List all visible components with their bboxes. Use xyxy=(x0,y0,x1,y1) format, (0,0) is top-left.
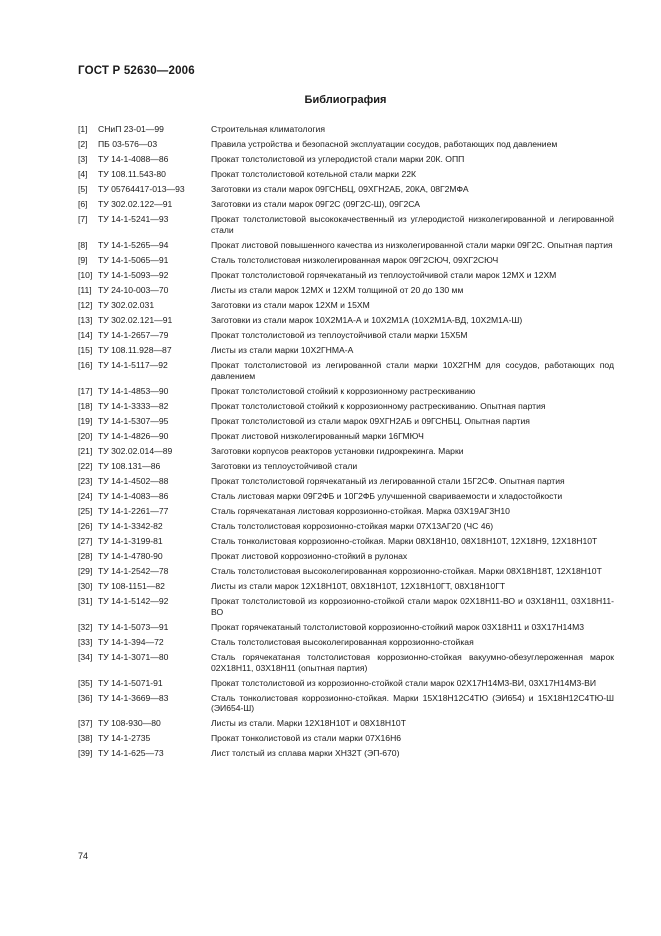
section-title: Библиография xyxy=(304,94,387,106)
entry-code: ТУ 14-1-5241—93 xyxy=(98,214,169,225)
entry-reference xyxy=(78,330,211,341)
entry-number: [3] xyxy=(78,154,88,165)
bibliography-entry xyxy=(78,476,614,487)
entry-code: ТУ 302.02.122—91 xyxy=(98,199,173,210)
entry-number: [1] xyxy=(78,124,88,134)
entry-number: [23] xyxy=(78,476,93,487)
entry-code: СНиП 23-01—99 xyxy=(98,124,164,134)
bibliography-entry xyxy=(78,154,614,165)
entry-number: [13] xyxy=(78,315,93,326)
entry-reference xyxy=(78,536,211,547)
entry-code: ТУ 302.02.031 xyxy=(98,300,155,311)
entry-reference xyxy=(78,596,211,607)
bibliography-entry xyxy=(78,596,614,617)
entry-code: ТУ 24-10-003—70 xyxy=(98,284,169,295)
entry-reference xyxy=(78,124,211,135)
entry-reference xyxy=(78,270,211,281)
entry-title: Листы из стали марок 12Х18Н10Т, 08Х18Н10Т, 12Х18Н10ГТ, 08Х18Н10ГТ xyxy=(211,581,506,592)
entry-code: ТУ 108.11.928—87 xyxy=(98,345,172,356)
entry-code: ТУ 14-1-2735 xyxy=(98,733,151,744)
bibliography-entry xyxy=(78,718,614,729)
entry-title: Сталь толстолистовая низколегированная марок 09Г2СЮЧ, 09ХГ2СЮЧ xyxy=(211,254,499,265)
entry-number: [9] xyxy=(78,254,88,265)
entry-number: [26] xyxy=(78,521,93,532)
entry-number: [16] xyxy=(78,360,93,371)
entry-code: ТУ 14-1-5142—92 xyxy=(98,596,169,607)
entry-code: ТУ 302.02.121—91 xyxy=(98,315,173,326)
entry-reference xyxy=(78,214,211,225)
entry-reference xyxy=(78,199,211,210)
entry-title: Заготовки из стали марок 09ГСНБЦ, 09ХГН2АБ, 20КА, 08Г2МФА xyxy=(211,184,469,195)
entry-title: Прокат листовой коррозионно-стойкий в рулонах xyxy=(211,551,408,562)
bibliography-entry xyxy=(78,506,614,517)
entry-number: [2] xyxy=(78,139,88,150)
entry-reference xyxy=(78,678,211,689)
bibliography-entry xyxy=(78,461,614,472)
entry-reference xyxy=(78,718,211,729)
entry-number: [39] xyxy=(78,748,93,759)
bibliography-entry xyxy=(78,431,614,442)
bibliography-entry xyxy=(78,270,614,281)
entry-code: ТУ 14-1-3333—82 xyxy=(98,400,169,411)
bibliography-entry xyxy=(78,401,614,412)
entry-title: Листы из стали марок 12МХ и 12ХМ толщиной от 20 до 130 мм xyxy=(211,284,464,295)
entry-code: ТУ 14-1-4826—90 xyxy=(98,430,169,441)
entry-reference xyxy=(78,551,211,562)
entry-reference xyxy=(78,255,211,266)
bibliography-entry xyxy=(78,536,614,547)
entry-number: [28] xyxy=(78,551,93,562)
entry-reference xyxy=(78,240,211,251)
bibliography-entry xyxy=(78,521,614,532)
entry-reference xyxy=(78,652,211,663)
entry-title: Прокат толстолистовой из легированной стали марки 10Х2ГНМ для сосудов, работающих под давлением xyxy=(211,360,614,381)
entry-reference xyxy=(78,285,211,296)
entry-reference xyxy=(78,622,211,633)
entry-code: ТУ 14-1-4502—88 xyxy=(98,476,169,487)
bibliography-entry xyxy=(78,199,614,210)
entry-reference xyxy=(78,431,211,442)
entry-number: [24] xyxy=(78,491,93,502)
entry-code: ТУ 14-1-3342-82 xyxy=(98,521,163,532)
entry-code: ТУ 14-1-4780-90 xyxy=(98,551,163,562)
entry-title: Правила устройства и безопасной эксплуатации сосудов, работающих под давлением xyxy=(211,139,558,150)
entry-title: Прокат толстолистовой стойкий к коррозионному растрескиванию. Опытная партия xyxy=(211,400,546,411)
entry-title: Сталь листовая марки 09Г2ФБ и 10Г2ФБ улучшенной свариваемости и хладостойкости xyxy=(211,491,563,502)
entry-title: Сталь тонколистовая коррозионно-стойкая. Марки 08Х18Н10, 08Х18Н10Т, 12Х18Н9, 12Х18Н10Т xyxy=(211,536,598,547)
entry-title: Заготовки из стали марок 12ХМ и 15ХМ xyxy=(211,300,370,311)
bibliography-entry xyxy=(78,124,614,135)
entry-number: [29] xyxy=(78,566,93,577)
entry-reference xyxy=(78,401,211,412)
entry-number: [36] xyxy=(78,692,93,703)
bibliography-entry xyxy=(78,581,614,592)
bibliography-list xyxy=(78,124,614,763)
bibliography-entry xyxy=(78,285,614,296)
entry-reference xyxy=(78,169,211,180)
entry-title: Прокат толстолистовой горячекатаный из легированной стали 15Г2СФ. Опытная партия xyxy=(211,476,565,487)
bibliography-entry xyxy=(78,693,614,714)
entry-number: [7] xyxy=(78,214,88,225)
entry-number: [33] xyxy=(78,637,93,647)
bibliography-entry xyxy=(78,416,614,427)
entry-title: Сталь горячекатаная толстолистовая коррозионно-стойкая вакуумно-обезуглероженная марок 02Х18Н11, 03Х18Н11 (опытная партия) xyxy=(211,652,614,673)
entry-code: ТУ 14-1-5307—95 xyxy=(98,415,169,426)
entry-code: ТУ 302.02.014—89 xyxy=(98,445,173,456)
entry-reference xyxy=(78,733,211,744)
entry-code: ТУ 14-1-2261—77 xyxy=(98,506,169,517)
bibliography-entry xyxy=(78,240,614,251)
entry-title: Сталь горячекатаная листовая коррозионно-стойкая. Марка 03Х19АГ3Н10 xyxy=(211,506,510,517)
entry-reference xyxy=(78,416,211,427)
entry-number: [32] xyxy=(78,621,93,632)
entry-title: Прокат толстолистовой из теплоустойчивой стали марки 15Х5М xyxy=(211,330,468,341)
page-number: 74 xyxy=(78,851,89,861)
bibliography-entry xyxy=(78,139,614,150)
bibliography-entry xyxy=(78,330,614,341)
entry-title: Прокат толстолистовой котельной стали марки 22К xyxy=(211,169,417,180)
entry-number: [25] xyxy=(78,506,93,517)
entry-reference xyxy=(78,461,211,472)
entry-title: Листы из стали. Марки 12Х18Н10Т и 08Х18Н10Т xyxy=(211,718,406,729)
entry-title: Прокат толстолистовой горячекатаный из теплоустойчивой стали марок 12МХ и 12ХМ xyxy=(211,269,557,280)
entry-reference xyxy=(78,139,211,150)
bibliography-entry xyxy=(78,566,614,577)
entry-reference xyxy=(78,184,211,195)
entry-reference xyxy=(78,506,211,517)
entry-number: [5] xyxy=(78,184,88,195)
entry-number: [17] xyxy=(78,385,93,396)
bibliography-entry xyxy=(78,733,614,744)
entry-title: Заготовки из стали марок 09Г2С (09Г2С-Ш), 09Г2СА xyxy=(211,199,421,210)
entry-title: Прокат листовой повышенного качества из низколегированной стали марки 09Г2С. Опытная партия xyxy=(211,239,613,250)
entry-code: ТУ 14-1-625—73 xyxy=(98,748,164,759)
bibliography-entry xyxy=(78,491,614,502)
entry-number: [6] xyxy=(78,199,88,210)
entry-number: [30] xyxy=(78,581,93,592)
bibliography-entry xyxy=(78,622,614,633)
entry-number: [14] xyxy=(78,330,93,341)
entry-number: [15] xyxy=(78,345,93,356)
entry-code: ТУ 14-1-5093—92 xyxy=(98,269,169,280)
entry-number: [34] xyxy=(78,652,93,663)
entry-number: [12] xyxy=(78,300,93,311)
entry-reference xyxy=(78,154,211,165)
entry-code: ТУ 14-1-5073—91 xyxy=(98,621,169,632)
entry-title: Заготовки из теплоустойчивой стали xyxy=(211,460,358,471)
bibliography-entry xyxy=(78,169,614,180)
entry-reference xyxy=(78,566,211,577)
entry-title: Прокат толстолистовой высококачественный из углеродистой низколегированной и легированной стали xyxy=(211,214,614,235)
entry-code: ТУ 14-1-3199-81 xyxy=(98,536,163,547)
entry-number: [19] xyxy=(78,415,93,426)
entry-code: ПБ 03-576—03 xyxy=(98,139,158,150)
entry-reference xyxy=(78,581,211,592)
entry-number: [21] xyxy=(78,445,93,456)
entry-number: [22] xyxy=(78,460,93,471)
entry-code: ТУ 14-1-5117—92 xyxy=(98,360,168,371)
entry-reference xyxy=(78,315,211,326)
entry-title: Прокат толстолистовой из стали марок 09ХГН2АБ и 09ГСНБЦ. Опытная партия xyxy=(211,415,530,426)
bibliography-entry xyxy=(78,255,614,266)
entry-number: [11] xyxy=(78,284,92,295)
entry-code: ТУ 108-1151—82 xyxy=(98,581,165,592)
bibliography-entry xyxy=(78,315,614,326)
bibliography-entry xyxy=(78,446,614,457)
entry-code: ТУ 14-1-5071-91 xyxy=(98,677,163,688)
entry-code: ТУ 108-930—80 xyxy=(98,718,161,729)
entry-title: Сталь толстолистовая высоколегированная коррозионно-стойкая. Марки 08Х18Н18Т, 12Х18Н10Т xyxy=(211,566,602,577)
entry-number: [27] xyxy=(78,536,93,547)
entry-title: Сталь тонколистовая коррозионно-стойкая. Марки 15Х18Н12С4ТЮ (ЭИ654) и 15Х18Н12С4ТЮ-Ш (ЭИ654-Ш) xyxy=(211,692,614,714)
entry-code: ТУ 108.11.543-80 xyxy=(98,169,166,180)
entry-code: ТУ 14-1-394—72 xyxy=(98,637,164,647)
bibliography-entry xyxy=(78,637,614,648)
entry-title: Строительная климатология xyxy=(211,124,325,134)
entry-number: [20] xyxy=(78,430,93,441)
entry-number: [37] xyxy=(78,718,93,729)
entry-number: [38] xyxy=(78,733,93,744)
bibliography-entry xyxy=(78,360,614,381)
bibliography-entry xyxy=(78,652,614,673)
entry-code: ТУ 108.131—86 xyxy=(98,460,161,471)
bibliography-entry xyxy=(78,345,614,356)
bibliography-entry xyxy=(78,184,614,195)
bibliography-entry xyxy=(78,551,614,562)
entry-title: Прокат толстолистовой из коррозионно-стойкой стали марок 02Х17Н14М3-ВИ, 03Х17Н14М3-ВИ xyxy=(211,677,597,688)
entry-code: ТУ 14-1-3071—80 xyxy=(98,652,169,663)
entry-code: ТУ 14-1-3669—83 xyxy=(98,692,169,703)
entry-reference xyxy=(78,637,211,648)
bibliography-entry xyxy=(78,678,614,689)
entry-number: [35] xyxy=(78,677,93,688)
entry-reference xyxy=(78,345,211,356)
bibliography-entry xyxy=(78,386,614,397)
entry-number: [8] xyxy=(78,239,88,250)
entry-code: ТУ 14-1-4853—90 xyxy=(98,385,169,396)
bibliography-entry xyxy=(78,214,614,235)
entry-title: Прокат листовой низколегированный марки 16ГМЮЧ xyxy=(211,430,424,441)
entry-reference xyxy=(78,446,211,457)
entry-code: ТУ 14-1-4083—86 xyxy=(98,491,169,502)
entry-title: Прокат толстолистовой из коррозионно-стойкой стали марок 02Х18Н11-ВО и 03Х18Н11, 03Х18Н11-ВО xyxy=(211,596,614,617)
entry-title: Прокат толстолистовой из углеродистой стали марки 20К. ОПП xyxy=(211,154,465,165)
entry-reference xyxy=(78,386,211,397)
entry-title: Сталь толстолистовая высоколегированная коррозионно-стойкая xyxy=(211,637,474,647)
entry-code: ТУ 14-1-2657—79 xyxy=(98,330,169,341)
entry-number: [10] xyxy=(78,269,93,280)
bibliography-entry xyxy=(78,748,614,759)
entry-code: ТУ 05764417-013—93 xyxy=(98,184,185,195)
entry-title: Прокат толстолистовой стойкий к коррозионному растрескиванию xyxy=(211,385,476,396)
entry-number: [4] xyxy=(78,169,88,180)
entry-title: Лист толстый из сплава марки ХН32Т (ЭП-670) xyxy=(211,748,400,759)
entry-reference xyxy=(78,360,211,371)
entry-reference xyxy=(78,491,211,502)
entry-number: [31] xyxy=(78,596,93,607)
entry-code: ТУ 14-1-4088—86 xyxy=(98,154,169,165)
entry-title: Прокат тонколистовой из стали марки 07Х16Н6 xyxy=(211,733,402,744)
entry-reference xyxy=(78,521,211,532)
entry-reference xyxy=(78,300,211,311)
entry-title: Сталь толстолистовая коррозионно-стойкая марки 07Х13АГ20 (ЧС 46) xyxy=(211,521,494,532)
entry-number: [18] xyxy=(78,400,93,411)
entry-code: ТУ 14-1-5265—94 xyxy=(98,239,169,250)
entry-reference xyxy=(78,693,211,704)
entry-title: Заготовки из стали марок 10Х2М1А-А и 10Х2М1А (10Х2М1А-ВД, 10Х2М1А-Ш) xyxy=(211,315,523,326)
entry-code: ТУ 14-1-5065—91 xyxy=(98,254,169,265)
entry-title: Листы из стали марки 10Х2ГНМА-А xyxy=(211,345,354,356)
entry-title: Прокат горячекатаный толстолистовой коррозионно-стойкий марок 03Х18Н11 и 03Х17Н14М3 xyxy=(211,621,585,632)
entry-reference xyxy=(78,476,211,487)
bibliography-entry xyxy=(78,300,614,311)
entry-code: ТУ 14-1-2542—78 xyxy=(98,566,169,577)
entry-reference xyxy=(78,748,211,759)
entry-title: Заготовки корпусов реакторов установки гидрокрекинга. Марки xyxy=(211,445,464,456)
document-header: ГОСТ Р 52630—2006 xyxy=(78,65,195,77)
